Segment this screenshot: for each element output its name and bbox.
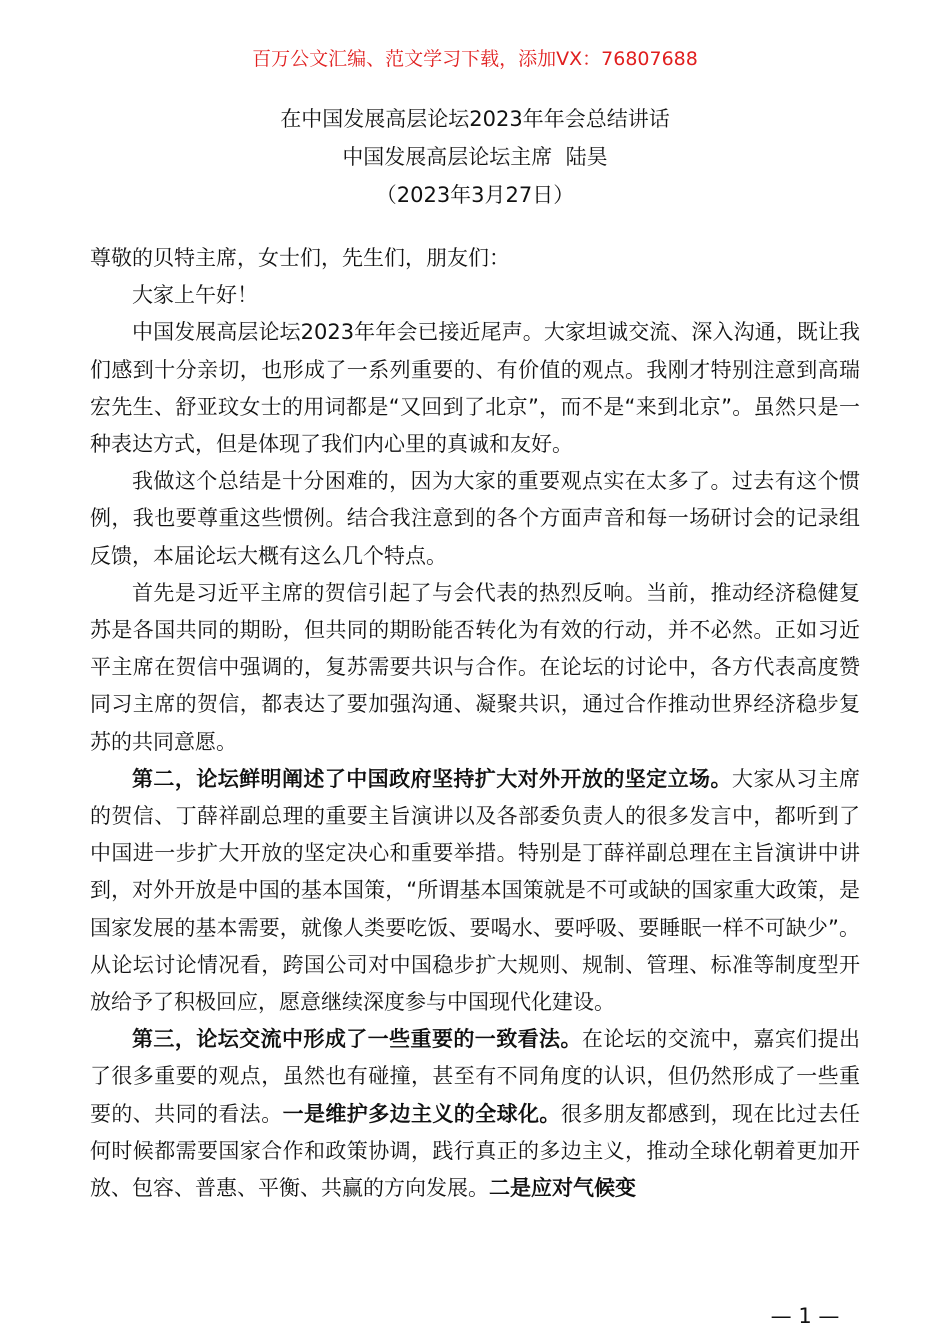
paragraph-4: [90, 761, 860, 1021]
date-line: （2023年3月27日）: [375, 183, 575, 207]
greeting: 大家上午好！: [132, 283, 258, 308]
speech-body: [90, 240, 860, 1207]
paragraph-3: 首先是习近平主席的贺信引起了与会代表的热烈反响。当前，推动经济稳健复苏是各国共同的期盼，但共同的期盼能否转化为有效的行动，并不必然。正如习近平主席在贺信中强调的，复苏需要共识与合作。在论坛的讨论中，各方代表高度赞同习主席的贺信，都表达了要加强沟通、凝聚共识，通过合作推动世界经济稳步复苏的共同意愿。: [90, 580, 860, 754]
paragraph-5: [90, 1021, 860, 1207]
paragraph-1: 中国发展高层论坛2023年年会已接近尾声。大家坦诚交流、深入沟通，既让我们感到十分亲切，也形成了一系列重要的、有价值的观点。我刚才特别注意到高瑞宏先生、舒亚玟女士的用词都是“又回到了北京”，而不是“来到北京”。虽然只是一种表达方式，但是体现了我们内心里的真诚和友好。: [90, 320, 860, 457]
page-number: — 1 —: [770, 1304, 840, 1328]
paragraph-5-point-2: 二是应对气候变: [489, 1176, 636, 1201]
salutation: 尊敬的贝特主席，女士们，先生们，朋友们：: [90, 246, 510, 270]
paragraph-4-heading: 第二，论坛鲜明阐述了中国政府坚持扩大对外开放的坚定立场。: [132, 766, 732, 791]
paragraph-2: 我做这个总结是十分困难的，因为大家的重要观点实在太多了。过去有这个惯例，我也要尊重这些惯例。结合我注意到的各个方面声音和每一场研讨会的记录组反馈，本届论坛大概有这么几个特点。: [90, 469, 860, 568]
header-banner: 百万公文汇编、范文学习下载，添加VX：76807688: [252, 48, 698, 70]
paragraph-5-point-1: 一是维护多边主义的全球化。: [282, 1101, 561, 1126]
paragraph-4-text: 大家从习主席的贺信、丁薛祥副总理的重要主旨演讲以及各部委负责人的很多发言中，都听到了中国进一步扩大开放的坚定决心和重要举措。特别是丁薛祥副总理在主旨演讲中讲到，对外开放是中国的基本国策，“所谓基本国策就是不可或缺的国家重大政策，是国家发展的基本需要，就像人类要吃饭、要喝水、要呼吸、要睡眠一样不可缺少”。从论坛讨论情况看，跨国公司对中国稳步扩大规则、规制、管理、标准等制度型开放给予了积极回应，愿意继续深度参与中国现代化建设。: [90, 766, 861, 1015]
paragraph-5-text-a: 在论坛的交流中，嘉宾们提出了很多重要的观点，虽然也有碰撞，甚至有不同角度的认识，但仍然形成了一些重要的、共同的看法。: [90, 1027, 861, 1126]
speaker-line: 中国发展高层论坛主席 陆昊: [342, 145, 608, 169]
paragraph-5-text-b: 很多朋友都感到，现在比过去任何时候都需要国家合作和政策协调，践行真正的多边主义，推动全球化朝着更加开放、包容、普惠、平衡、共赢的方向发展。: [90, 1101, 861, 1201]
document-title: 在中国发展高层论坛2023年年会总结讲话: [280, 107, 670, 131]
title-block: [0, 100, 950, 214]
paragraph-5-heading: 第三，论坛交流中形成了一些重要的一致看法。: [132, 1027, 582, 1052]
